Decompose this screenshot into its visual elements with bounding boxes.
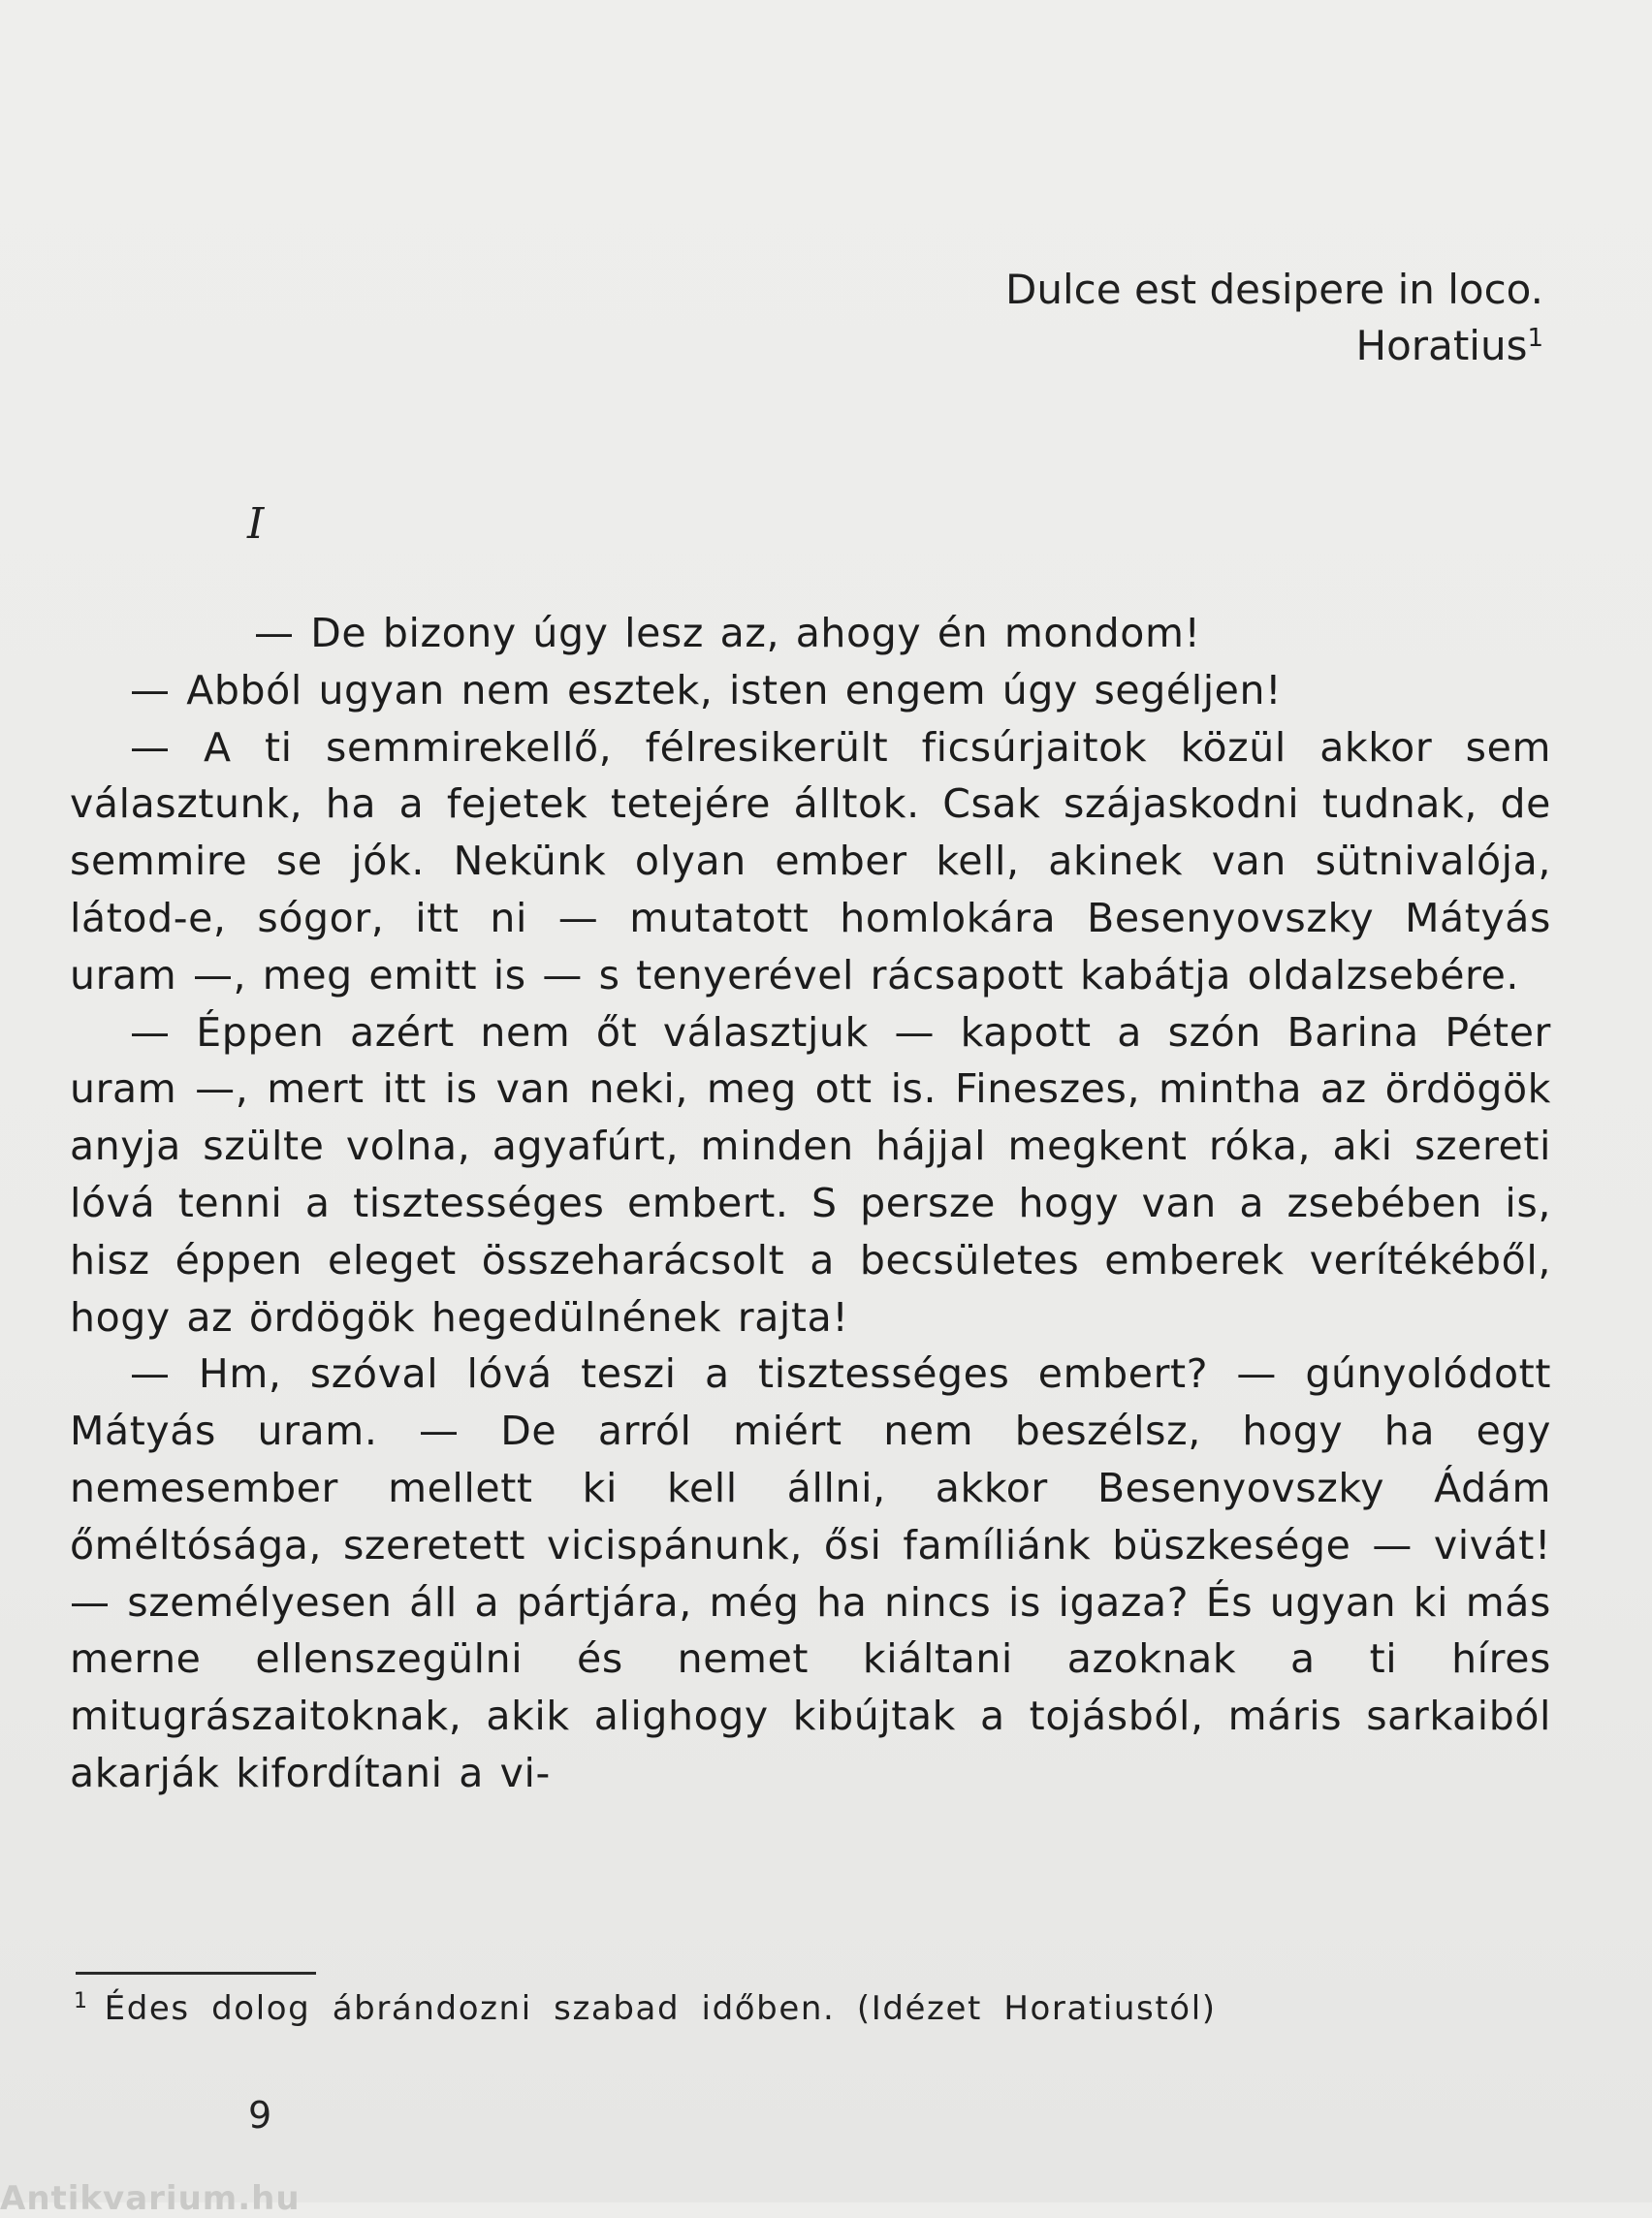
epigraph (1005, 262, 1543, 374)
epigraph-author-line (1005, 318, 1543, 374)
paragraph: — Hm, szóval lóvá teszi a tisztességes embert? — gúnyolódott Mátyás uram. — De arról miért nem beszélsz, hogy ha egy nemesember mellett ki kell állni, akkor Besenyovszky Ádám őméltósága, szeretett vicispánunk, ősi famíliánk büszkesége — vivát! — személyesen áll a pártjára, még ha nincs is igaza? És ugyan ki más merne ellenszegülni és nemet kiáltani azoknak a ti híres mitugrászaitoknak, akik alighogy kibújtak a tojásból, máris sarkaiból akarják kifordítani a vi- (70, 1350, 1551, 1796)
body-text (70, 605, 1551, 1802)
footnote (74, 1989, 1217, 2028)
page-number: 9 (248, 2094, 272, 2137)
footnote-mark: 1 (74, 1989, 89, 2013)
footnote-divider (76, 1972, 316, 1975)
epigraph-quote: Dulce est desipere in loco. (1005, 266, 1543, 313)
paragraph: — A ti semmirekellő, félresikerült ficsúrjaitok közül akkor sem választunk, ha a fejetek tetejére álltok. Csak szájaskodni tudnak, de semmire se jók. Nekünk olyan ember kell, akinek van sütnivalója, látod-e, sógor, itt ni — mutatott homlokára Besenyovszky Mátyás uram —, meg emitt is — s tenyerével rácsapott kabátja oldalzsebére. (70, 723, 1551, 998)
paragraph: — Éppen azért nem őt választjuk — kapott a szón Barina Péter uram —, mert itt is van neki, meg ott is. Fineszes, mintha az ördögök anyja szülte volna, agyafúrt, minden hájjal megkent róka, aki szereti lóvá tenni a tisztességes embert. S persze hogy van a zsebében is, hisz éppen eleget összeharácsolt a becsületes emberek verítékéből, hogy az ördögök hegedülnének rajta! (70, 1008, 1551, 1341)
paragraph: — De bizony úgy lesz az, ahogy én mondom! (254, 610, 1201, 656)
watermark: Antikvarium.hu (0, 2179, 301, 2218)
footnote-text: Édes dolog ábrándozni szabad időben. (Idézet Horatiustól) (104, 1989, 1217, 2028)
paragraph: — Abból ugyan nem esztek, isten engem úgy segéljen! (130, 666, 1283, 713)
epigraph-author: Horatius (1355, 322, 1528, 369)
chapter-number: I (247, 499, 265, 549)
epigraph-footnote-mark: 1 (1527, 324, 1543, 353)
